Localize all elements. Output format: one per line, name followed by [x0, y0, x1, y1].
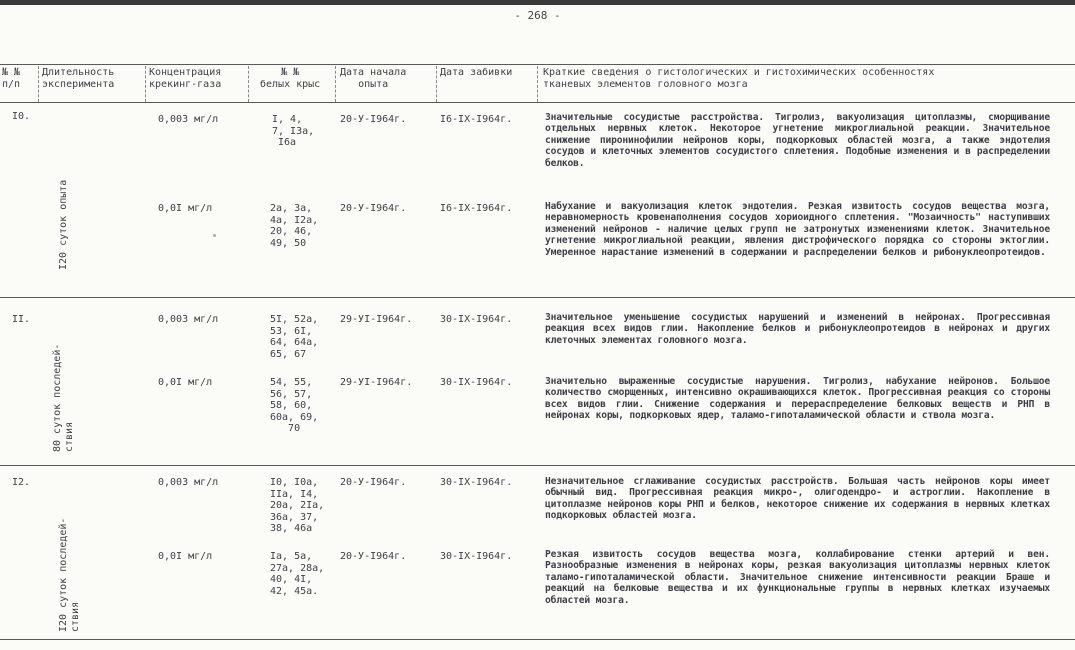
table-top-rule — [0, 64, 1075, 65]
slaughter-date: 30-IX-I964г. — [440, 377, 513, 388]
scan-speck — [213, 234, 216, 237]
rat-numbers: I0, I0а, IIа, I4, 20а, 2Iа, 36а, 37, 38, 46а — [270, 477, 325, 535]
start-date: 29-УI-I964г. — [340, 314, 413, 325]
header-start-date: Дата начала опыта — [340, 67, 407, 90]
header-num: № № п/п — [2, 67, 21, 90]
header-separator — [145, 66, 146, 102]
top-edge-bar — [0, 0, 1075, 5]
start-date: 20-У-I964г. — [340, 551, 407, 562]
concentration-value: 0,0I мг/л — [158, 203, 213, 214]
header-duration: Длительность эксперимента — [42, 67, 115, 90]
concentration-value: 0,003 мг/л — [158, 114, 219, 125]
row-separator-2 — [0, 465, 1075, 466]
rat-numbers: 2а, 3а, 4а, I2а, 20, 46, 49, 50 — [270, 203, 319, 249]
header-separator — [537, 66, 538, 102]
rat-numbers: 54, 55, 56, 57, 58, 60, 60а, 69, 70 — [270, 377, 319, 435]
summary-text: Значительное уменьшение сосудистых нарушений и изменений в нейронах. Прогрессивная реакция всех видов глии. Накопление белков и рибонуклеопротеидов в нейронах и других клеточных элементах головного мозга. — [545, 312, 1050, 346]
row-number: II. — [12, 314, 31, 325]
table-bottom-rule — [0, 639, 1075, 640]
summary-text: Значительно выраженные сосудистые нарушения. Тигролиз, набухание нейронов. Большое количество сморщенных, интенсивно окрашивающихся клеток. Прогрессивная реакция со стороны всех видов глии. Снижение содержания и перераспределение белковых веществ и РНП в нейронах коры, подкорковых ядер, таламо-гипоталамической области и ствола мозга. — [545, 376, 1050, 422]
slaughter-date: 30-IX-I964г. — [440, 551, 513, 562]
concentration-value: 0,0I мг/л — [158, 377, 213, 388]
concentration-value: 0,003 мг/л — [158, 477, 219, 488]
start-date: 20-У-I964г. — [340, 203, 407, 214]
header-summary: Краткие сведения о гистологических и гистохимических особенностях тканевых элементов головного мозга — [543, 67, 935, 90]
header-separator — [335, 66, 336, 102]
header-separator — [38, 66, 39, 102]
summary-text: Незначительное сглаживание сосудистых расстройств. Большая часть нейронов коры имеет обычный вид. Прогрессивная реакция микро-, олигодендро- и астроглии. Накопление в цитоплазме нейронов коры РНП и белков, некоторое снижение их содержания в нервных клетках подкорковых областей мозга. — [545, 476, 1050, 522]
concentration-value: 0,0I мг/л — [158, 551, 213, 562]
slaughter-date: I6-IX-I964г. — [440, 114, 513, 125]
start-date: 29-УI-I964г. — [340, 377, 413, 388]
row-number: I0. — [12, 111, 31, 122]
summary-text: Резкая извитость сосудов вещества мозга, коллабирование стенки артерий и вен. Разнообразные изменения в нейронах коры, резкая вакуолизация цитоплазмы нервных клеток таламо-гипоталамической области. Значительное снижение интенсивности реакции Браше и реакций на белковые вещества и их функциональные группы в нервных клетках изучаемых областей мозга. — [545, 549, 1050, 606]
start-date: 20-У-I964г. — [340, 477, 407, 488]
duration-label: 80 суток последей- ствия — [52, 343, 75, 452]
summary-text: Набухание и вакуолизация клеток эндотелия. Резкая извитость сосудов вещества мозга, неравномерность кровенаполнения сосудов хориоидного сплетения. "Мозаичность" наступивших изменений нейронов - наличие целых групп не затронутых изменениями клеток. Значительное угнетение микроглиальной реакции, явления дистрофического порядка со стороны эктоглии. Умеренное нарастание изменений в содержании и распределении белков и рибонуклеопротеидов. — [545, 201, 1050, 258]
summary-text: Значительные сосудистые расстройства. Тигролиз, вакуолизация цитоплазмы, сморщивание отдельных нервных клеток. Некоторое угнетение микроглиальной реакции. Значительное снижение пиронинофилии нейронов коры, подкорковых областей мозга, а также эндотелия сосудов и клеточных элементов сосудистого сплетения. Подобные изменения и в распределении белков. — [545, 112, 1050, 169]
header-bottom-rule — [0, 102, 1075, 103]
slaughter-date: 30-IX-I964г. — [440, 477, 513, 488]
rat-numbers: I, 4, 7, I3а, I6а — [272, 114, 315, 149]
row-number: I2. — [12, 477, 31, 488]
duration-label: I20 суток последей- ствия — [58, 517, 81, 632]
header-concentration: Концентрация крекинг-газа — [149, 67, 222, 90]
page-number: - 268 - — [514, 9, 561, 22]
header-rats: № № белых крыс — [260, 67, 321, 90]
header-slaughter-date: Дата забивки — [440, 67, 513, 78]
concentration-value: 0,003 мг/л — [158, 314, 219, 325]
slaughter-date: I6-IX-I964г. — [440, 203, 513, 214]
header-separator — [436, 66, 437, 102]
header-separator — [248, 66, 249, 102]
start-date: 20-У-I964г. — [340, 114, 407, 125]
duration-label: I20 суток опыта — [58, 179, 69, 270]
rat-numbers: 5I, 52а, 53, 6I, 64, 64а, 65, 67 — [270, 314, 319, 360]
row-separator-1 — [0, 297, 1075, 298]
slaughter-date: 30-IX-I964г. — [440, 314, 513, 325]
rat-numbers: Iа, 5а, 27а, 28а, 40, 4I, 42, 45а. — [270, 551, 325, 597]
